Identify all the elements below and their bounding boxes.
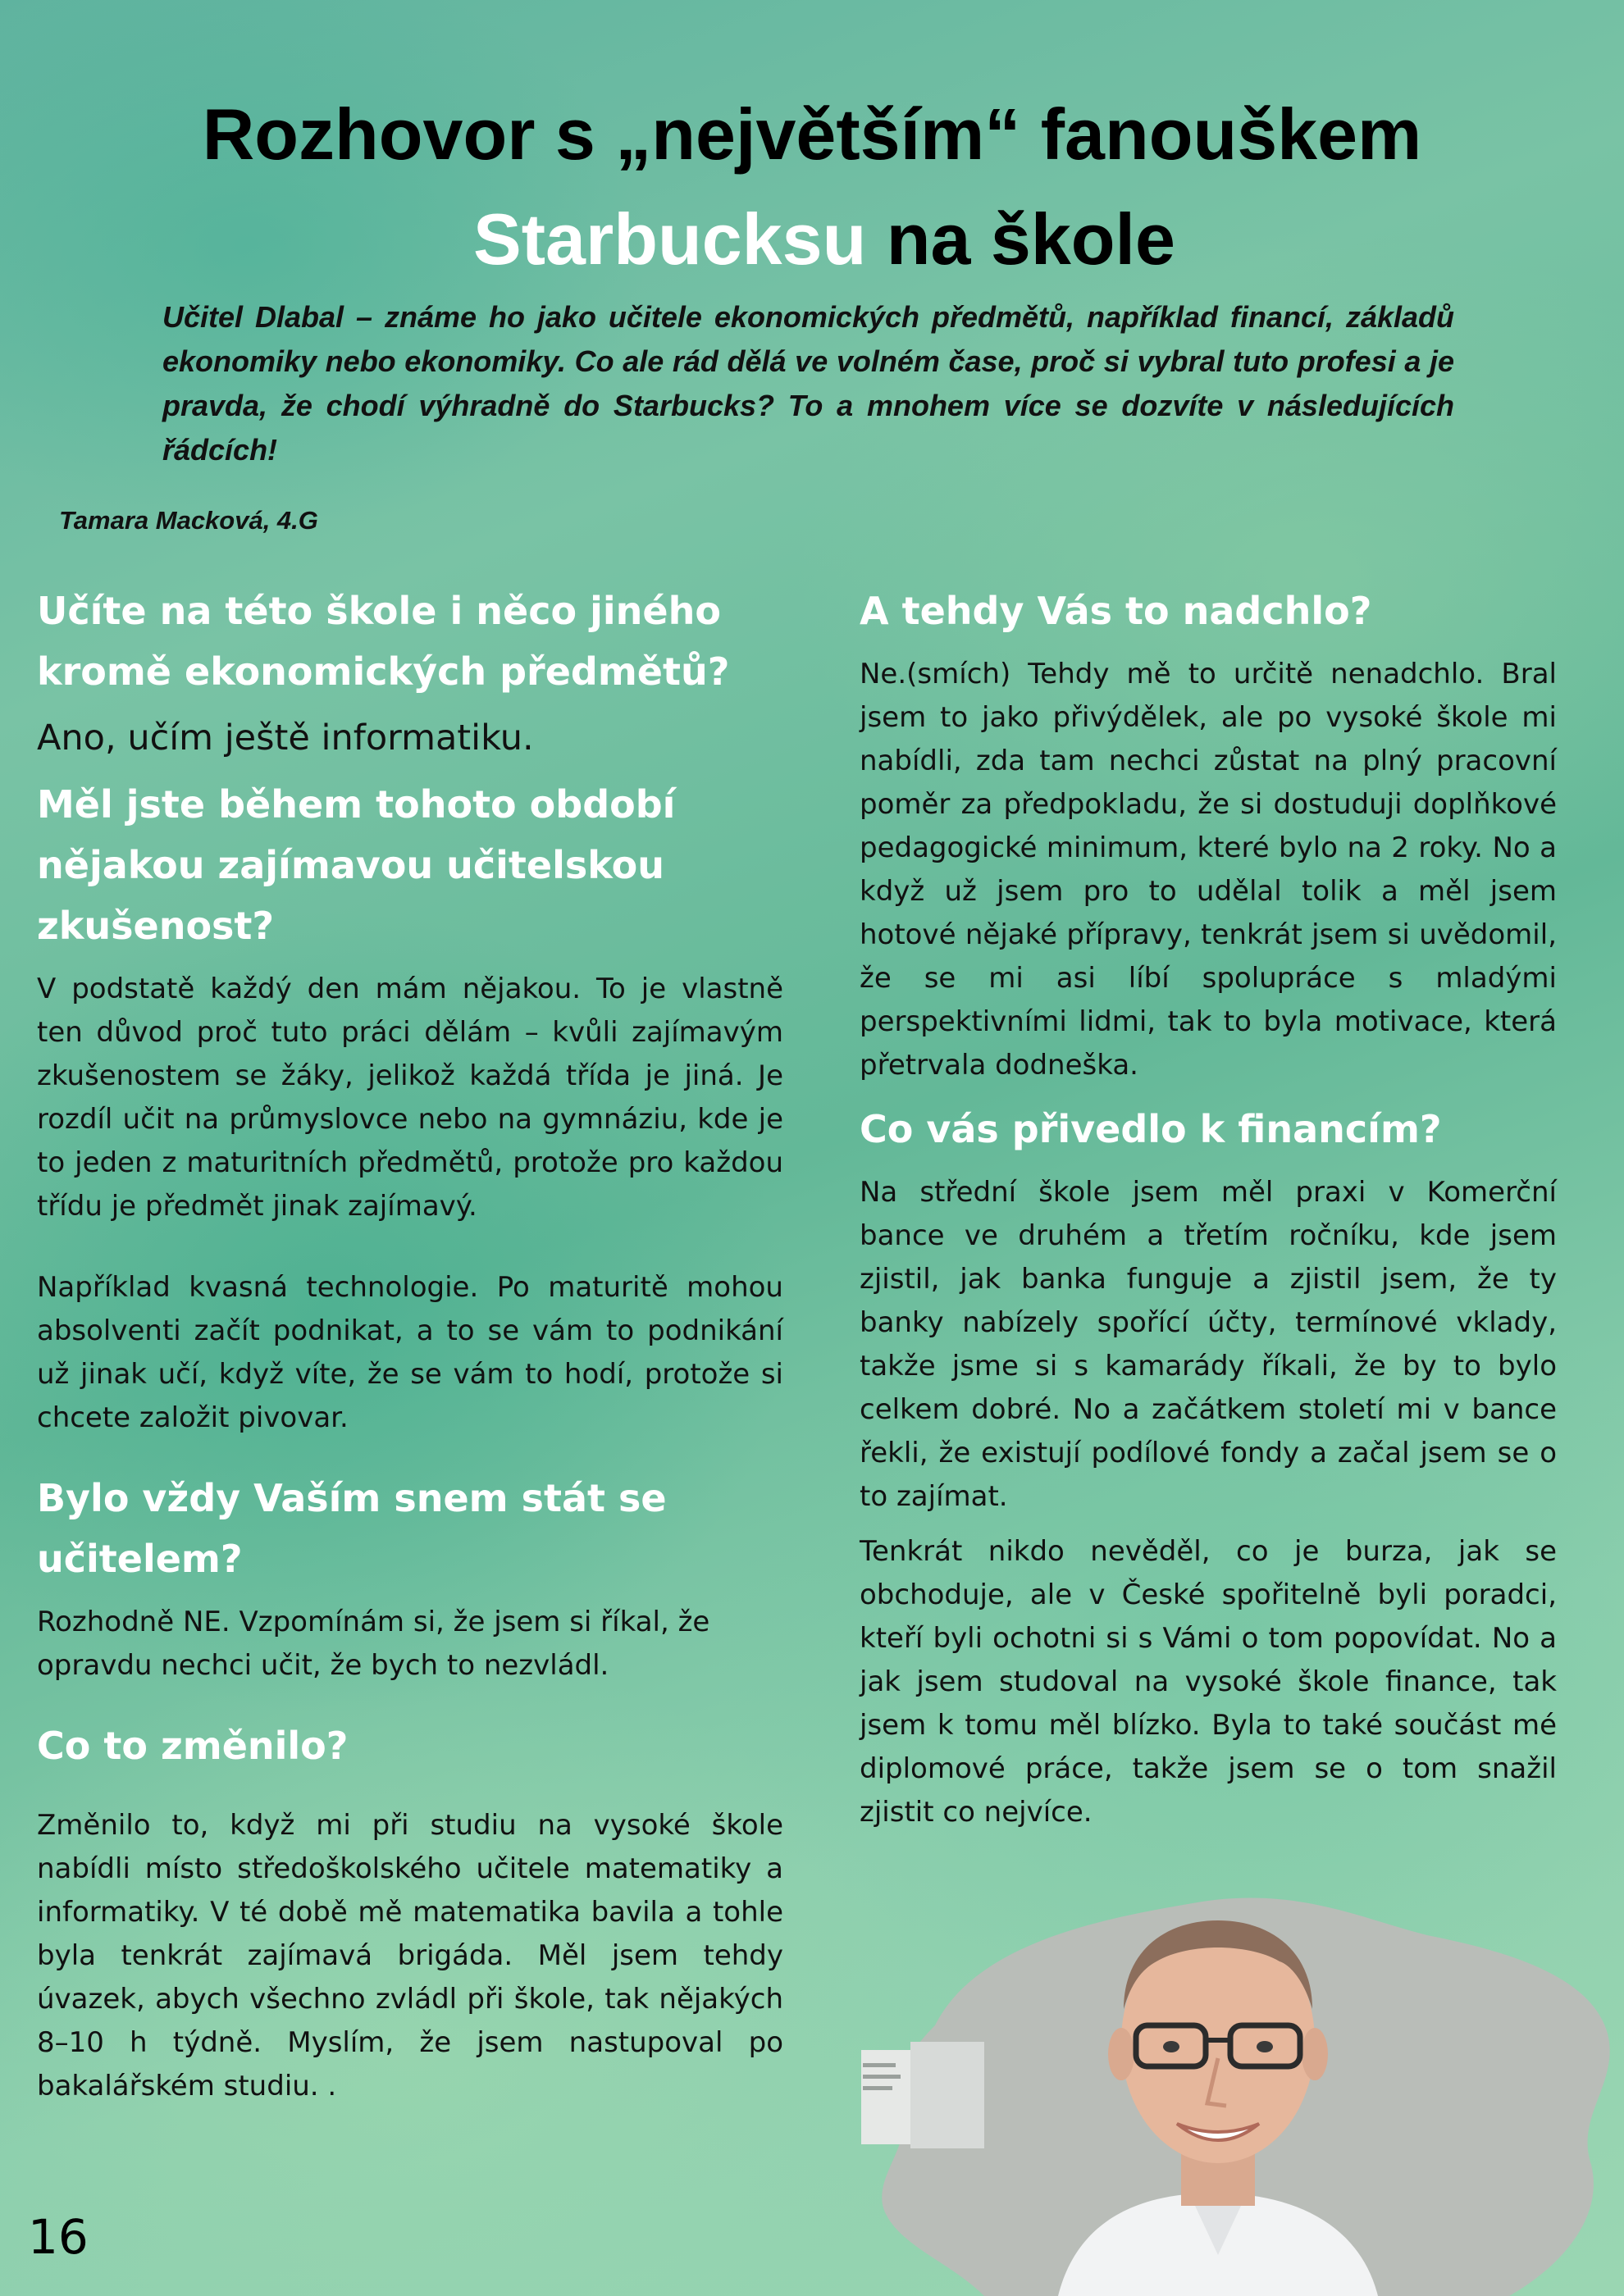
question-1: Učíte na této škole i něco jiného kromě ekonomických předmětů? <box>37 589 730 694</box>
article-author: Tamara Macková, 4.G <box>59 506 318 535</box>
answer-2-paragraph-1: V podstatě každý den mám nějakou. To je vlastně ten důvod proč tuto práci dělám – kvůli zajímavým zkušenostem se žáky, jelikož každá třída je jiná. Je rozdíl učit na průmyslovce nebo na gymnáziu, kde je to jeden z maturitních předmětů, protože pro každou třídu je předmět jinak zajímavý. <box>37 973 783 1223</box>
teacher-portrait-illustration <box>853 1870 1624 2296</box>
title-line-1: Rozhovor s „největším“ fanouškem <box>202 93 1422 175</box>
article-title <box>0 82 1624 292</box>
teacher-photo <box>853 1870 1624 2296</box>
question-2: Měl jste během tohoto období nějakou zajímavou učitelskou zkušenost? <box>37 782 676 948</box>
title-line-2 <box>0 187 1624 292</box>
right-column <box>860 581 1557 1834</box>
answer-1: Ano, učím ještě informatiku. <box>37 718 534 758</box>
title-line-2-rest: na škole <box>866 198 1175 280</box>
page-number: 16 <box>28 2209 89 2265</box>
answer-3: Rozhodně NE. Vzpomínám si, že jsem si říkal, že opravdu nechci učit, že bych to nezvládl. <box>37 1606 710 1682</box>
answer-6-paragraph-2: Tenkrát nikdo nevěděl, co je burza, jak se obchoduje, ale v České spořitelně byli poradci, kteří byli ochotni si s Vámi o tom popovídat. No a jak jsem studoval na vysoké škole finance, tak jsem k tomu měl blízko. Byla to také součást mé diplomové práce, takže jsem se o tom snažil zjistit co nejvíce. <box>860 1535 1557 1829</box>
question-4: Co to změnilo? <box>37 1724 349 1768</box>
question-3: Bylo vždy Vaším snem stát se učitelem? <box>37 1476 667 1581</box>
title-word-starbucksu: Starbucksu <box>473 198 867 280</box>
answer-4: Změnilo to, když mi při studiu na vysoké škole nabídli místo středoškolského učitele matematiky a informatiky. V té době mě matematika bavila a tohle byla tenkrát zajímavá brigáda. Měl jsem tehdy úvazek, abych všechno zvládl při škole, tak nějakých 8–10 h týdně. Myslím, že jsem nastupoval po bakalářském studiu. . <box>37 1809 783 2102</box>
answer-2-paragraph-2: Například kvasná technologie. Po maturitě mohou absolventi začít podnikat, a to se vám to podnikání už jinak učí, když víte, že se vám to hodí, protože si chcete založit pivovar. <box>37 1271 783 1434</box>
answer-6-paragraph-1: Na střední škole jsem měl praxi v Komerční bance ve druhém a třetím ročníku, kde jsem zjistil, jak banka funguje a zjistil jsem, že ty banky nabízely spořící účty, termínové vklady, takže jsme si s kamarády říkali, že by to bylo celkem dobré. No a začátkem století mi v bance řekli, že existují podílové fondy a začal jsem se o to zajímat. <box>860 1176 1557 1513</box>
question-5: A tehdy Vás to nadchlo? <box>860 589 1372 633</box>
small-box-illustration <box>861 2042 984 2148</box>
question-6: Co vás přivedlo k financím? <box>860 1107 1442 1151</box>
left-column <box>37 581 783 2108</box>
answer-5: Ne.(smích) Tehdy mě to určitě nenadchlo. Bral jsem to jako přivýdělek, ale po vysoké škole mi nabídli, zda tam nechci zůstat na plný pracovní poměr za předpokladu, že si dostuduji doplňkové pedagogické minimum, které bylo na 2 roky. No a když už jsem pro to udělal tolik a měl jsem hotové nějaké přípravy, tenkrát jsem si uvědomil, že se mi asi líbí spolupráce s mladými perspektivními lidmi, tak to byla motivace, která přetrvala dodneška. <box>860 658 1557 1082</box>
article-lede: Učitel Dlabal – známe ho jako učitele ekonomických předmětů, například financí, základů ekonomiky nebo ekonomiky. Co ale rád dělá ve volném čase, proč si vybral tuto profesi a je pravda, že chodí výhradně do Starbucks? To a mnohem více se dozvíte v následujících řádcích! <box>162 300 1454 467</box>
